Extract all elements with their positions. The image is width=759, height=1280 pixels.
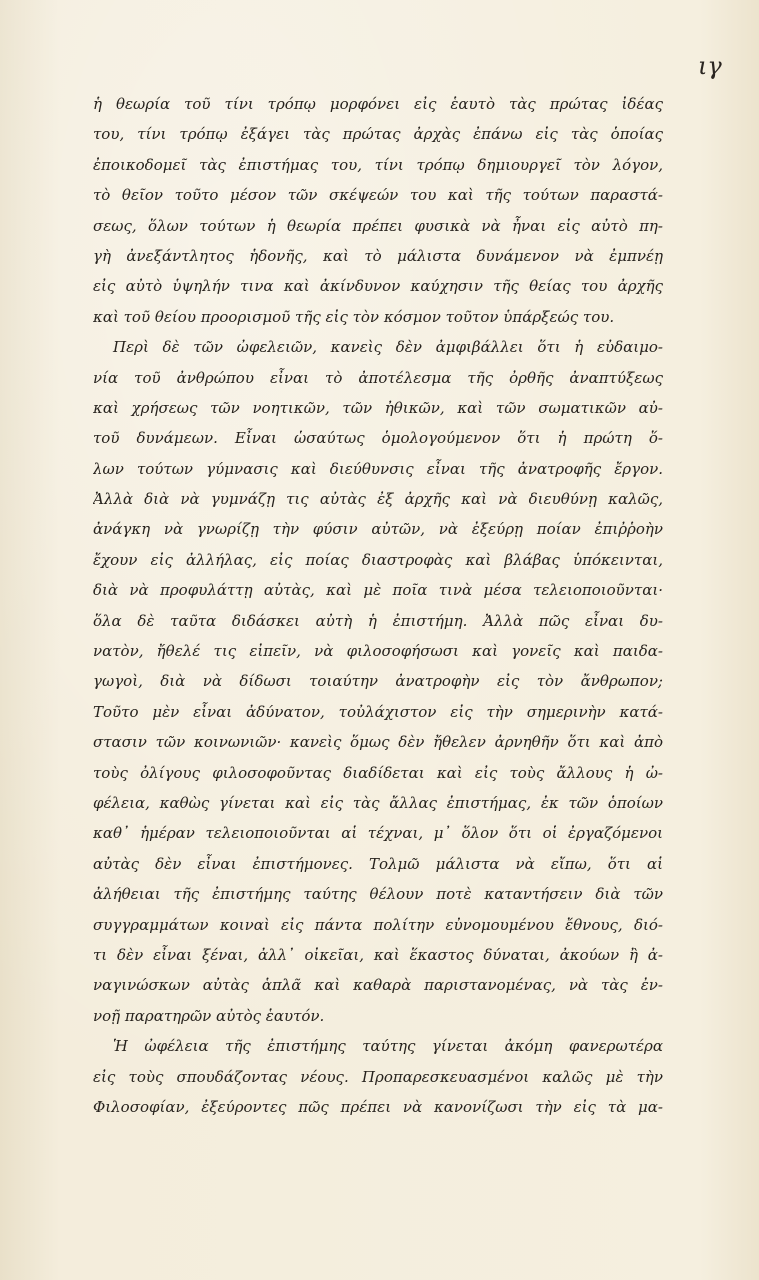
- body-text: [93, 89, 663, 1122]
- text-line: διὰ νὰ προφυλάττῃ αὐτὰς, καὶ μὲ ποῖα τινὰ μέσα τελειοποιοῦνται·: [93, 581, 663, 600]
- text-line: ὅλα δὲ ταῦτα διδάσκει αὐτὴ ἡ ἐπιστήμη. Ἀλλὰ πῶς εἶναι δυ-: [93, 611, 663, 630]
- text-line: τοὺς ὀλίγους φιλοσοφοῦντας διαδίδεται καὶ εἰς τοὺς ἄλλους ἡ ὠ-: [93, 763, 663, 782]
- text-line: στασιν τῶν κοινωνιῶν· κανεὶς ὅμως δὲν ἤθελεν ἀρνηθῆν ὅτι καὶ ἀπὸ: [93, 733, 663, 752]
- text-line: Ἡ ὠφέλεια τῆς ἐπιστήμης ταύτης γίνεται ἀκόμη φανερωτέρα: [113, 1037, 663, 1056]
- paragraph: [93, 1031, 663, 1122]
- page-number: ιγ: [698, 52, 722, 80]
- text-line: γὴ ἀνεξάντλητος ἡδονῆς, καὶ τὸ μάλιστα δυνάμενον νὰ ἐμπνέῃ: [93, 246, 663, 265]
- text-line: εἰς αὐτὸ ὑψηλήν τινα καὶ ἀκίνδυνον καύχησιν τῆς θείας του ἀρχῆς: [93, 277, 663, 296]
- text-line: λων τούτων γύμνασις καὶ διεύθυνσις εἶναι τῆς ἀνατροφῆς ἔργον.: [93, 459, 663, 478]
- text-line: γωγοὶ, διὰ νὰ δίδωσι τοιαύτην ἀνατροφὴν εἰς τὸν ἄνθρωπον;: [93, 672, 663, 691]
- text-line: τὸ θεῖον τοῦτο μέσον τῶν σκέψεών του καὶ τῆς τούτων παραστά-: [93, 186, 663, 205]
- paragraph: [93, 89, 663, 332]
- text-line: ἀνάγκη νὰ γνωρίζῃ τὴν φύσιν αὐτῶν, νὰ ἐξεύρῃ ποίαν ἐπιῤῥοὴν: [93, 520, 663, 539]
- text-line: καὶ χρήσεως τῶν νοητικῶν, τῶν ἠθικῶν, καὶ τῶν σωματικῶν αὐ-: [93, 398, 663, 417]
- text-line: καὶ τοῦ θείου προορισμοῦ τῆς εἰς τὸν κόσμον τοῦτον ὑπάρξεώς του.: [93, 307, 615, 326]
- text-line: ἔχουν εἰς ἀλλήλας, εἰς ποίας διαστροφὰς καὶ βλάβας ὑπόκεινται,: [93, 550, 663, 569]
- text-line: συγγραμμάτων κοιναὶ εἰς πάντα πολίτην εὐνομουμένου ἔθνους, διό-: [93, 915, 663, 934]
- text-line: ἀλήθειαι τῆς ἐπιστήμης ταύτης θέλουν ποτὲ καταντήσειν διὰ τῶν: [93, 885, 663, 904]
- text-line: νατὸν, ἤθελέ τις εἰπεῖν, νὰ φιλοσοφήσωσι καὶ γονεῖς καὶ παιδα-: [93, 642, 663, 661]
- text-line: φέλεια, καθὼς γίνεται καὶ εἰς τὰς ἄλλας ἐπιστήμας, ἐκ τῶν ὁποίων: [93, 793, 663, 812]
- text-line: τι δὲν εἶναι ξέναι, ἀλλ᾽ οἰκεῖαι, καὶ ἕκαστος δύναται, ἀκούων ἢ ἀ-: [93, 945, 663, 964]
- paragraph: [93, 332, 663, 1031]
- text-line: του, τίνι τρόπῳ ἐξάγει τὰς πρώτας ἀρχὰς ἐπάνω εἰς τὰς ὁποίας: [93, 125, 663, 144]
- text-line: Ἀλλὰ διὰ νὰ γυμνάζῃ τις αὐτὰς ἐξ ἀρχῆς καὶ νὰ διευθύνῃ καλῶς,: [93, 490, 663, 509]
- text-line: Φιλοσοφίαν, ἐξεύροντες πῶς πρέπει νὰ κανονίζωσι τὴν εἰς τὰ μα-: [93, 1097, 663, 1116]
- text-line: ἡ θεωρία τοῦ τίνι τρόπῳ μορφόνει εἰς ἑαυτὸ τὰς πρώτας ἰδέας: [93, 95, 663, 113]
- text-line: ἐποικοδομεῖ τὰς ἐπιστήμας του, τίνι τρόπῳ δημιουργεῖ τὸν λόγον,: [93, 155, 663, 174]
- text-line: αὐτὰς δὲν εἶναι ἐπιστήμονες. Τολμῶ μάλιστα νὰ εἴπω, ὅτι αἱ: [93, 854, 663, 873]
- text-line: νοῇ παρατηρῶν αὐτὸς ἑαυτόν.: [93, 1006, 325, 1025]
- text-line: Τοῦτο μὲν εἶναι ἀδύνατον, τοὐλάχιστον εἰς τὴν σημερινὴν κατά-: [93, 702, 663, 721]
- text-line: εἰς τοὺς σπουδάζοντας νέους. Προπαρεσκευασμένοι καλῶς μὲ τὴν: [93, 1067, 663, 1086]
- text-line: τοῦ δυνάμεων. Εἶναι ὡσαύτως ὁμολογούμενον ὅτι ἡ πρώτη ὅ-: [93, 429, 663, 448]
- text-line: σεως, ὅλων τούτων ἡ θεωρία πρέπει φυσικὰ νὰ ἦναι εἰς αὐτὸ πη-: [93, 216, 663, 235]
- text-line: καθ᾽ ἡμέραν τελειοποιοῦνται αἱ τέχναι, μ᾽ ὅλον ὅτι οἱ ἐργαζόμενοι: [93, 824, 663, 843]
- text-line: Περὶ δὲ τῶν ὠφελειῶν, κανεὶς δὲν ἀμφιβάλλει ὅτι ἡ εὐδαιμο-: [113, 338, 663, 357]
- text-line: ναγινώσκων αὐτὰς ἁπλᾶ καὶ καθαρὰ παριστανομένας, νὰ τὰς ἐν-: [93, 976, 663, 995]
- text-line: νία τοῦ ἀνθρώπου εἶναι τὸ ἀποτέλεσμα τῆς ὀρθῆς ἀναπτύξεως: [93, 368, 663, 387]
